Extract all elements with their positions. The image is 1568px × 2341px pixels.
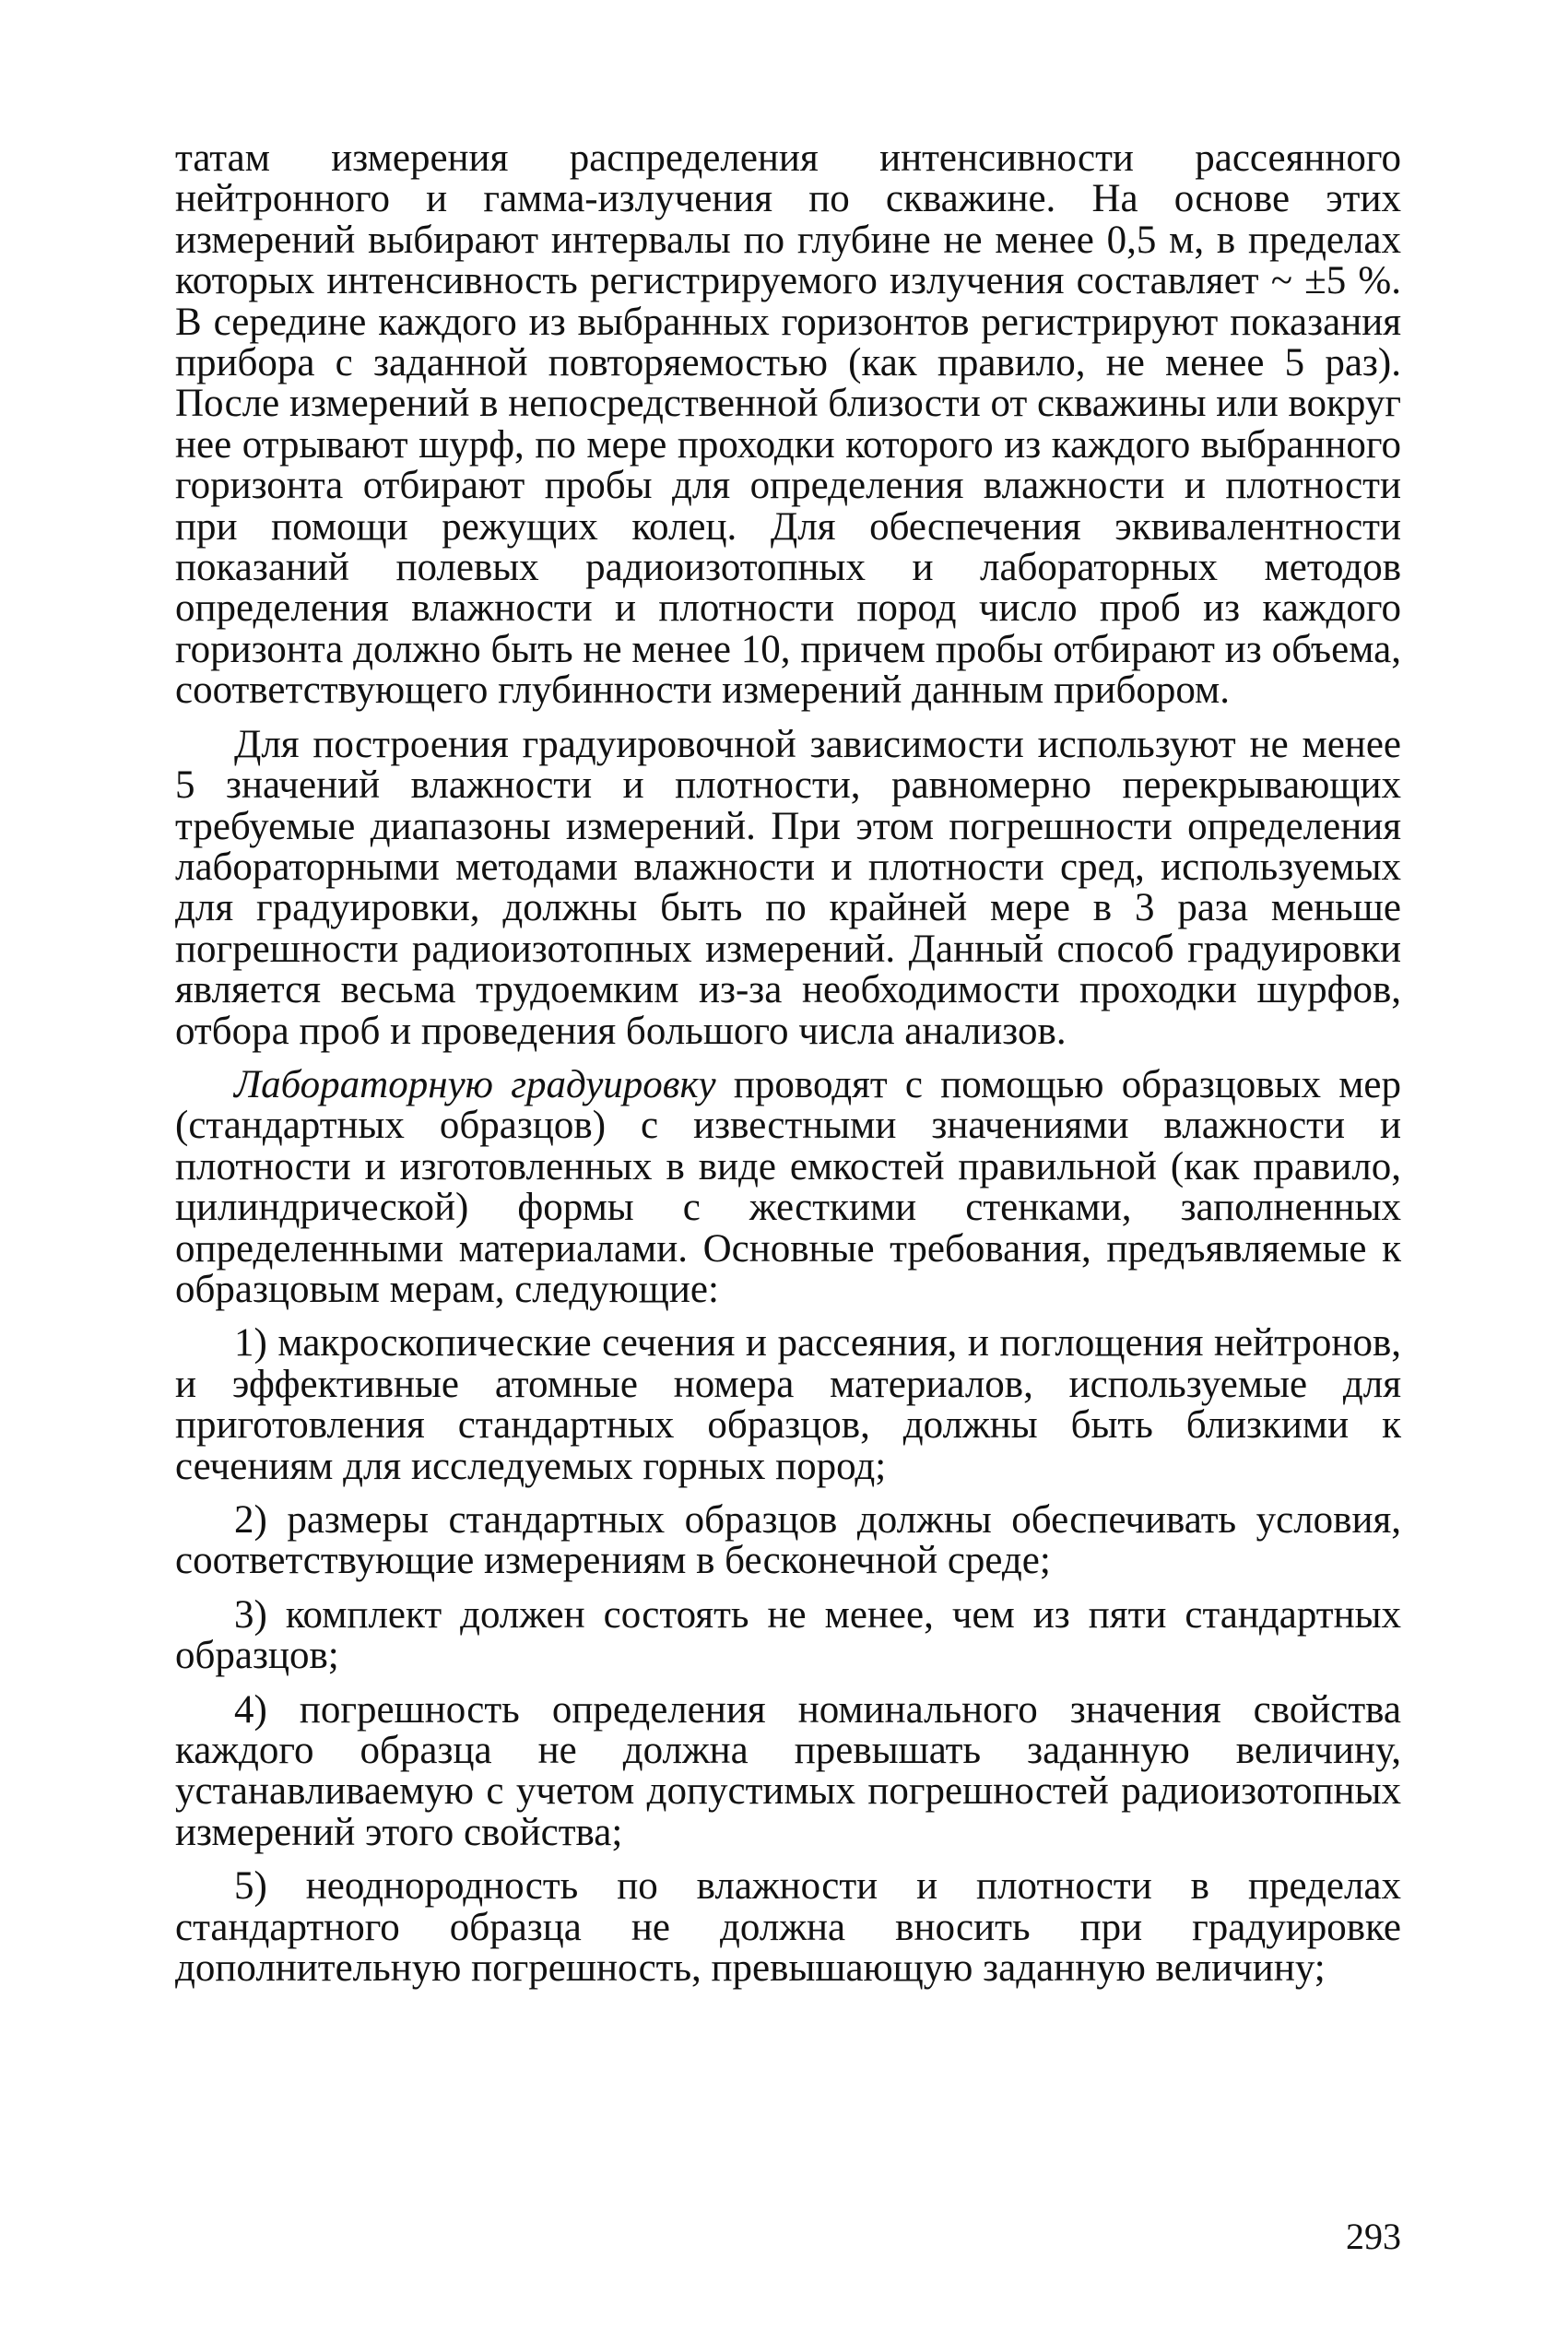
page-body [175, 138, 1401, 1989]
list-item-3: 3) комплект должен состоять не менее, чем из пяти стандартных образцов; [175, 1592, 1401, 1678]
page-number: 293 [1346, 2216, 1401, 2257]
paragraph-field-calibration: Для построения градуировочной зависимости используют не менее 5 значений влажности и плотности, равномерно перекрывающих требуемые диапазоны измерений. При этом погрешности определения лабораторными методами влажности и плотности сред, используемых для градуировки, должны быть по крайней мере в 3 раза меньше погрешности радиоизотопных измерений. Данный способ градуировки является весьма трудоемким из-за необходимости проходки шурфов, отбора проб и проведения большого числа анализов. [175, 722, 1401, 1053]
term-lab-calibration: Лабораторную градуировку [234, 1062, 716, 1106]
list-item-5: 5) неоднородность по влажности и плотности в пределах стандартного образца не должна вносить при градуировке дополнительную погрешность, превышающую заданную величину; [175, 1864, 1401, 1991]
list-item-1: 1) макроскопические сечения и рассеяния, и поглощения нейтронов, и эффективные атомные номера материалов, используемые для приготовления стандартных образцов, должны быть близкими к сечениям для исследуемых горных пород; [175, 1321, 1401, 1488]
list-item-2: 2) размеры стандартных образцов должны обеспечивать условия, соответствующие измерениям в бесконечной среде; [175, 1498, 1401, 1583]
paragraph-continuation: татам измерения распределения интенсивности рассеянного нейтронного и гамма-излучения по скважине. На основе этих измерений выбирают интервалы по глубине не менее 0,5 м, в пределах которых интенсивность регистрируемого излучения составляет ~ ±5 %. В середине каждого из выбранных горизонтов регистрируют показания прибора с заданной повторяемостью (как правило, не менее 5 раз). После измерений в непосредственной близости от скважины или вокруг нее отрывают шурф, по мере проходки которого из каждого выбранного горизонта отбирают пробы для определения влажности и плотности при помощи режущих колец. Для обеспечения эквивалентности показаний полевых радиоизотопных и лабораторных методов определения влажности и плотности пород число проб из каждого горизонта должно быть не менее 10, причем пробы отбирают из объема, соответствующего глубинности измерений данным прибором. [175, 136, 1401, 713]
paragraph-lab-calibration [175, 1062, 1401, 1311]
list-item-4: 4) погрешность определения номинального значения свойства каждого образца не должна превышать заданную величину, устанавливаемую с учетом допустимых погрешностей радиоизотопных измерений этого свойства; [175, 1687, 1401, 1854]
paragraph-lab-calibration-text: проводят с помощью образцовых мер (стандартных образцов) с известными значениями влажности и плотности и изготовленных в виде емкостей правильной (как правило, цилиндрической) формы с жесткими стенками, заполненных определенными материалами. Основные требования, предъявляемые к образцовым мерам, следующие: [175, 1062, 1401, 1311]
